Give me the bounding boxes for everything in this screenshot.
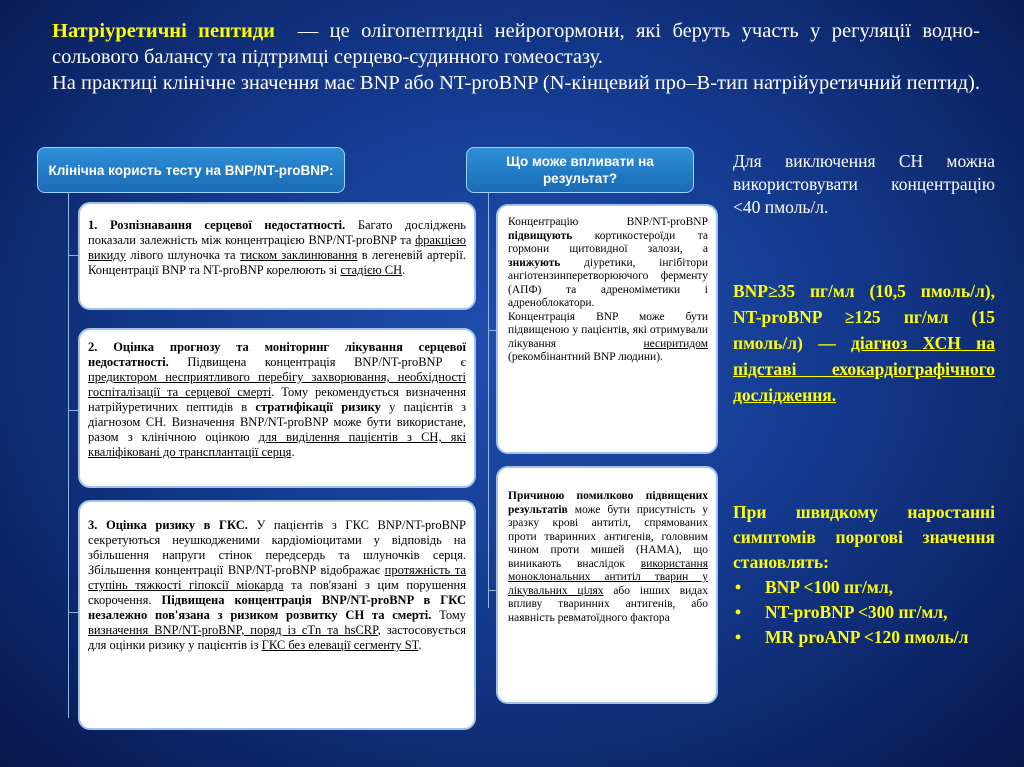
card-hf-recognition: 1. Розпізнавання серцевої недостатності. Багато досліджень показали залежність між концентрацією BNP/NT-proBNP та фракцією викиду лівого шлуночка та тиском заклинювання в легеневій артерії. Концентрації BNP та NT-proBNP корелюють зі стадією СН. [78,202,476,310]
left-tree-connector [68,193,69,718]
thresholds-list [733,575,995,650]
thresholds-lead: При швидкому наростанні симптомів порогові значення становлять: [733,502,995,572]
card-acs-risk: 3. Оцінка ризику в ГКС. У пацієнтів з ГКС BNP/NT-proBNP секретуються неушкодженими кардіоміоцитами у відповідь на збільшення напруги стінок передсердь та шлуночків серця. Збільшення концентрації BNP/NT-proBNP відображає протяжність та ступінь тяжкості гіпоксії міокарда та пов'язані з цим порушення скорочення. Підвищена концентрація BNP/NT-proBNP в ГКС незалежно пов'язана з ризиком розвитку СН та смерті. Тому визначення BNP/NT-proBNP, поряд із cTn та hsCRP, застосовується для оцінки ризику у пацієнтів із ГКС без елевації сегменту ST. [78,500,476,730]
note-thresholds [733,500,995,650]
note-diagnosis: BNP≥35 пг/мл (10,5 пмоль/л), NT-proBNP ≥125 пг/мл (15 пмоль/л) — діагноз ХСН на підставі ехокардіографічного дослідження. [733,281,995,405]
intro-text [52,18,980,96]
intro-paragraph-1 [52,18,980,70]
header-influence-factors: Що може впливати на результат? [466,147,694,193]
intro-paragraph-2: На практиці клінічне значення має BNP або NT-proBNP (N-кінцевий про–B-тип натрійуретичний пептид). [52,72,980,94]
note-exclusion: Для виключення СН можна використовувати концентрацію <40 пмоль/л. [733,151,995,217]
header-clinical-utility: Клінічна користь тесту на BNP/NT-proBNP: [37,147,345,193]
card-false-elevation: Причиною помилково підвищених результатів може бути присутність у зразку крові антитіл, спрямованих проти тваринних антигенів, головним чином проти мишей (HAMA), що виникають внаслідок використання моноклональних антитіл тварин у лікувальних цілях або інших видах впливу тваринних антигенів, або наявність ревматоїдного фактора [496,466,718,704]
intro-title: Натріуретичні пептиди [52,20,275,42]
connector-4 [488,330,496,331]
card1-title: 1. Розпізнавання серцевої недостатності. [88,218,346,232]
card-drug-influence: Концентрацію BNP/NT-proBNP підвищують кортикостероїди та гормони щитовидної залози, а знижують діуретики, інгібітори ангіотензинперетворюючого ферменту (АПФ) та адреноміметики і адреноблокатори. Концентрація BNP може бути підвищеною у пацієнтів, які отримували лікування несиритидом (рекомбінантний BNP людини). [496,204,718,454]
intro-definition: — це олігопептидні нейрогормони, які беруть участь у регуляції водно-сольового балансу та підтримці серцево-судинного гомеостазу. [52,20,980,68]
card3-title: 3. Оцінка ризику в ГКС. [88,518,248,532]
threshold-nt-probnp: • NT-proBNP <300 пг/мл, [733,600,995,625]
threshold-mr-proanp: • MR proANP <120 пмоль/л [733,625,995,650]
threshold-bnp: • BNP <100 пг/мл, [733,575,995,600]
card2-title: 2. Оцінка прогнозу та моніторинг лікування серцевої недостатності. [88,340,466,369]
card-prognosis-monitoring: 2. Оцінка прогнозу та моніторинг лікування серцевої недостатності. Підвищена концентрація BNP/NT-proBNP є предиктором несприятливого перебігу захворювання, необхідності госпіталізації та серцевої смерті. Тому рекомендується визначення натрійуретичних пептидів в стратифікації ризику у пацієнтів з діагнозом СН. Визначення BNP/NT-proBNP може бути використане, разом з клінічною оцінкою для виділення пацієнтів з СН, які кваліфіковані до трансплантації серця. [78,328,476,488]
connector-5 [488,590,496,591]
middle-tree-connector [488,193,489,608]
